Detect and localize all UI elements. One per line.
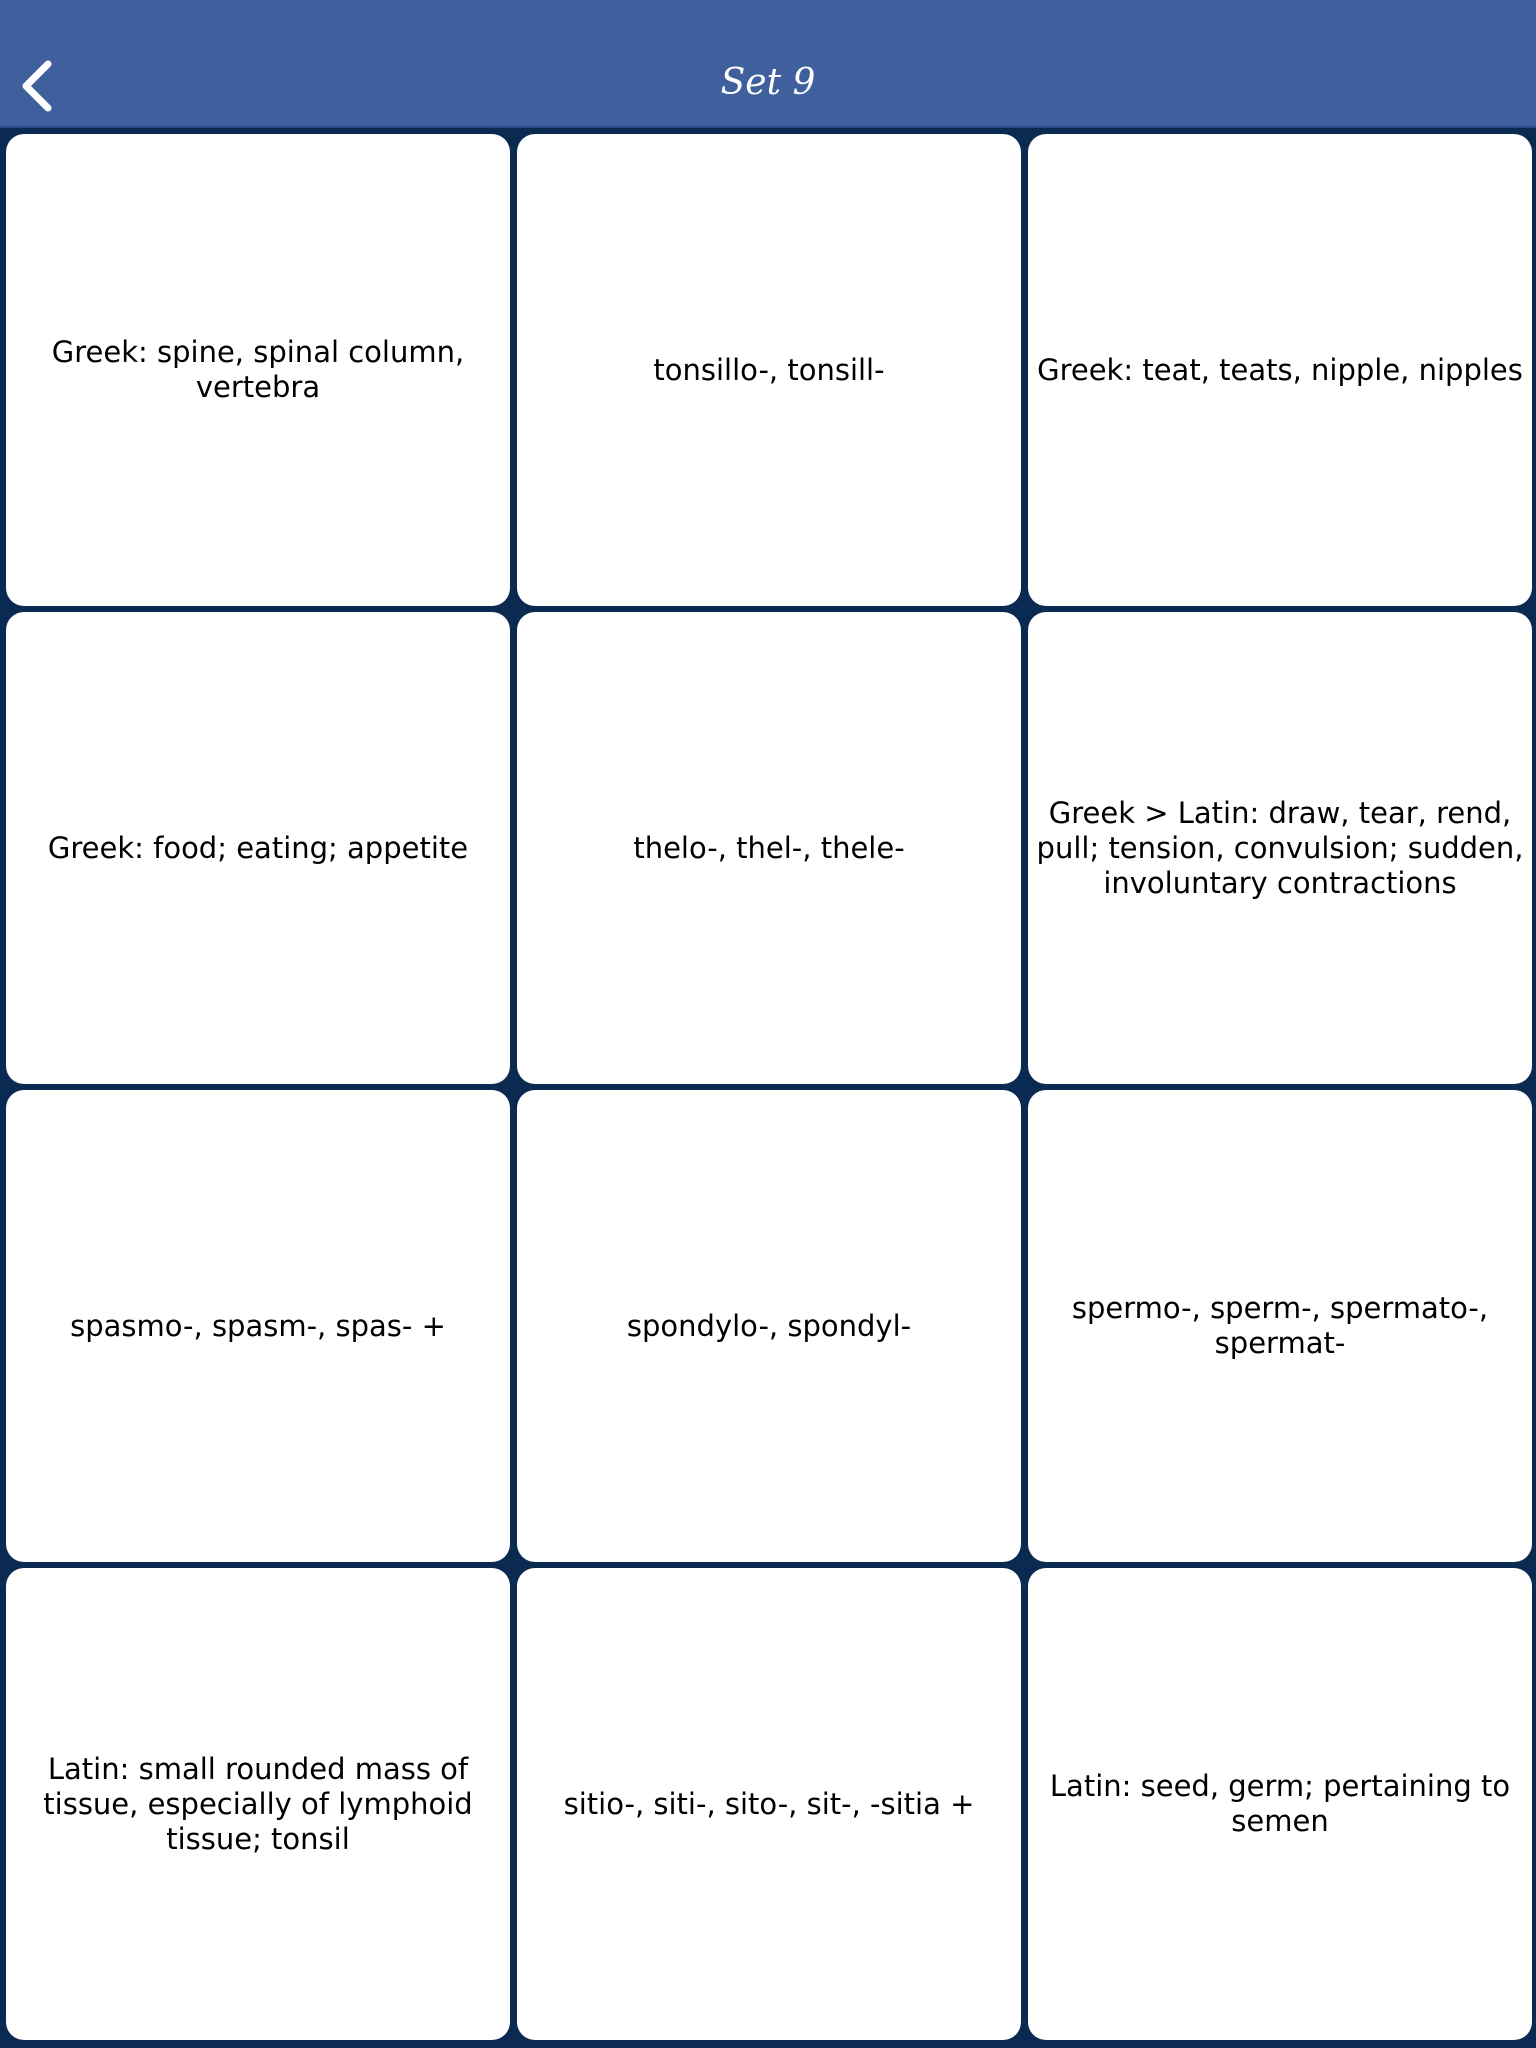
flashcard[interactable] bbox=[517, 1090, 1021, 1562]
page-title: Set 9 bbox=[720, 62, 816, 103]
flashcard[interactable] bbox=[6, 1090, 510, 1562]
flashcard-text: Latin: seed, germ; pertaining to semen bbox=[1049, 1769, 1511, 1838]
flashcard[interactable] bbox=[1028, 1568, 1532, 2040]
flashcard[interactable] bbox=[1028, 134, 1532, 606]
flashcard[interactable] bbox=[6, 612, 510, 1084]
flashcard[interactable] bbox=[517, 134, 1021, 606]
flashcard-grid bbox=[0, 128, 1536, 2048]
flashcard[interactable] bbox=[517, 612, 1021, 1084]
flashcard-text: tonsillo-, tonsill- bbox=[653, 352, 885, 387]
flashcard-text: spermo-, sperm-, spermato-, spermat- bbox=[1071, 1291, 1489, 1360]
flashcard-text: Latin: small rounded mass of tissue, especially of lymphoid tissue; tonsil bbox=[43, 1751, 473, 1856]
flashcard-text: Greek: food; eating; appetite bbox=[47, 830, 469, 865]
flashcard-text: sitio-, siti-, sito-, sit-, -sitia + bbox=[563, 1786, 975, 1821]
flashcard-text: Greek: teat, teats, nipple, nipples bbox=[1037, 352, 1523, 387]
flashcard[interactable] bbox=[6, 134, 510, 606]
flashcard[interactable] bbox=[517, 1568, 1021, 2040]
navigation-bar bbox=[0, 0, 1536, 128]
flashcard-text: Greek: spine, spinal column, vertebra bbox=[51, 335, 465, 404]
flashcard-text: thelo-, thel-, thele- bbox=[633, 830, 905, 865]
flashcard[interactable] bbox=[1028, 612, 1532, 1084]
flashcard-text: spondylo-, spondyl- bbox=[626, 1308, 912, 1343]
flashcard[interactable] bbox=[1028, 1090, 1532, 1562]
flashcard-text: Greek > Latin: draw, tear, rend, pull; tension, convulsion; sudden, involuntary contractions bbox=[1036, 795, 1524, 900]
flashcard[interactable] bbox=[6, 1568, 510, 2040]
flashcard-text: spasmo-, spasm-, spas- + bbox=[70, 1308, 446, 1343]
